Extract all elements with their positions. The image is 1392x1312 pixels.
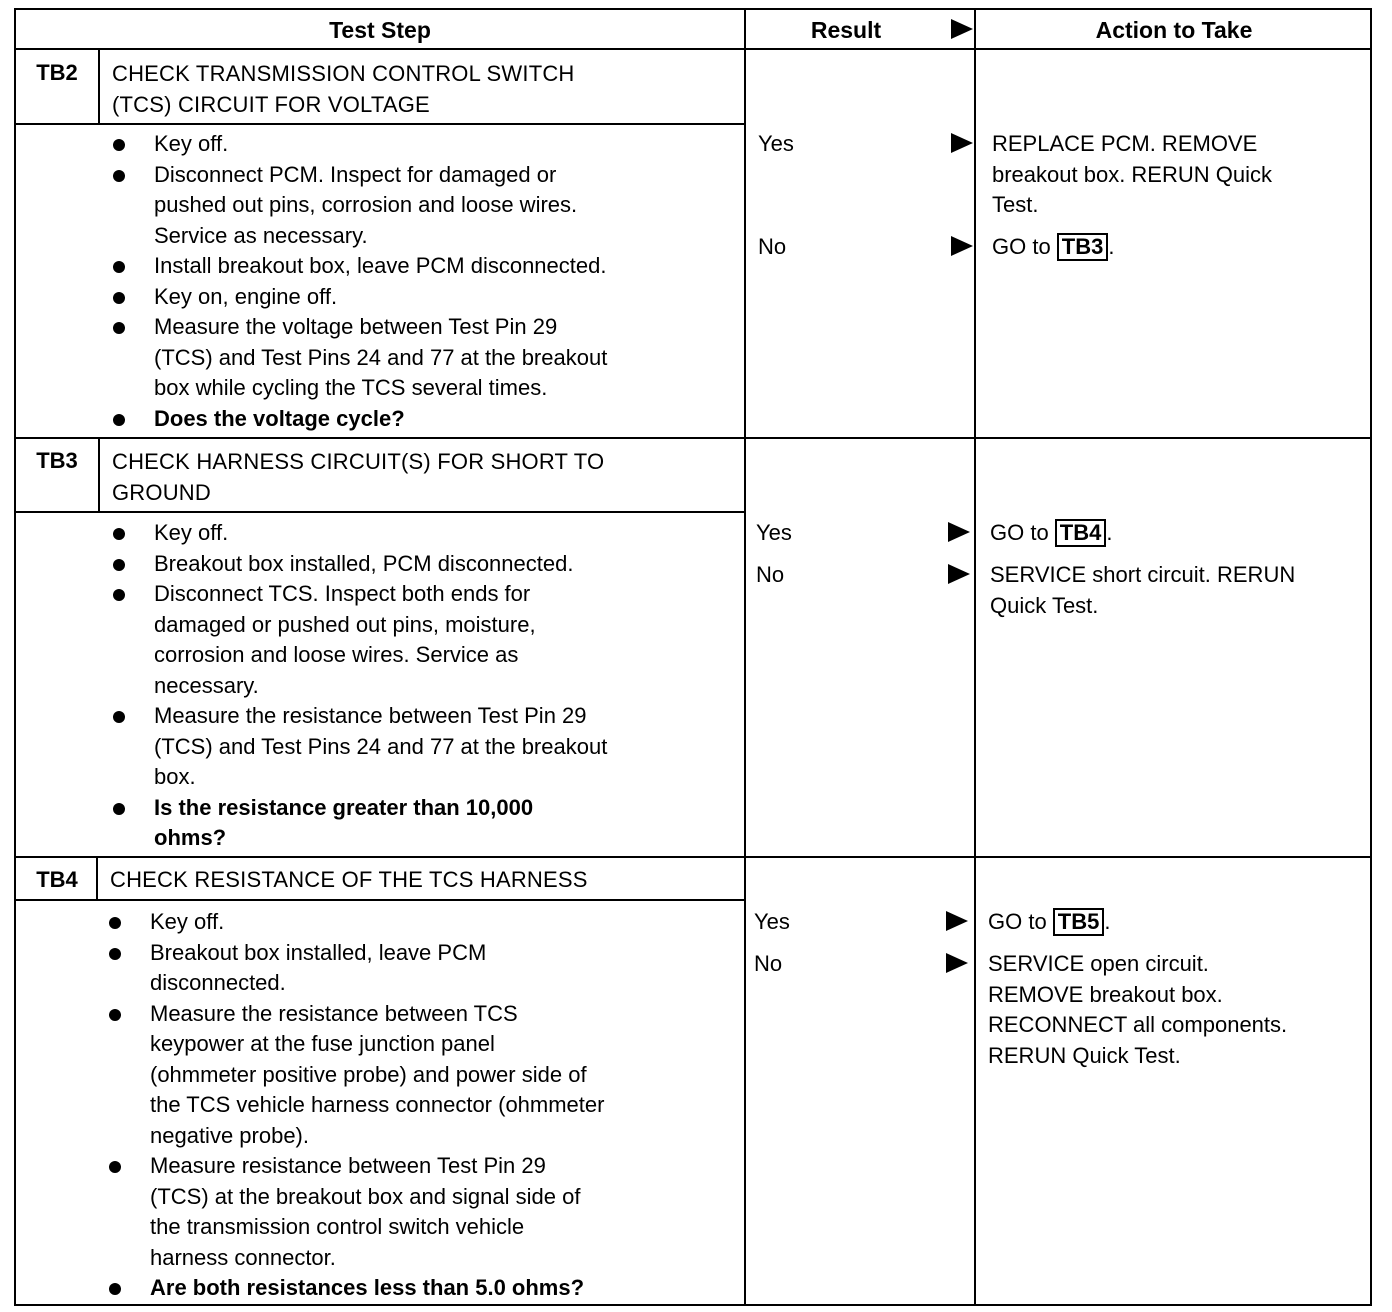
test-id: TB2: [36, 60, 78, 85]
title-divider: [16, 511, 744, 513]
step-item: Key off.: [112, 518, 687, 549]
header-divider: [16, 48, 1370, 50]
result-arrow-icon: [951, 236, 973, 256]
result-arrow-icon: [951, 133, 973, 153]
step-item: Key off.: [108, 907, 683, 938]
step-item: Measure the voltage between Test Pin 29 (TCS) and Test Pins 24 and 77 at the breakout box while cycling the TCS several times.: [112, 312, 687, 404]
step-question: Is the resistance greater than 10,000 ohms?: [112, 793, 687, 854]
action-no: SERVICE short circuit. RERUN Quick Test.: [990, 562, 1296, 618]
step-item: Breakout box installed, PCM disconnected.: [112, 549, 687, 580]
step-item: Key on, engine off.: [112, 282, 687, 313]
result-arrow-icon: [948, 522, 970, 542]
step-item: Install breakout box, leave PCM disconnected.: [112, 251, 687, 282]
test-id: TB4: [36, 867, 78, 892]
result-no: No: [756, 562, 785, 587]
step-item: Disconnect PCM. Inspect for damaged or pushed out pins, corrosion and loose wires. Service as necessary.: [112, 160, 687, 252]
step-list: [112, 518, 687, 854]
result-arrow-icon: [946, 953, 968, 973]
result-no: No: [758, 234, 787, 259]
test-ref-link[interactable]: TB3: [1057, 233, 1109, 261]
action-no: SERVICE open circuit. REMOVE breakout box. RECONNECT all components. RERUN Quick Test.: [988, 951, 1288, 1068]
test-title: CHECK TRANSMISSION CONTROL SWITCH (TCS) CIRCUIT FOR VOLTAGE: [112, 61, 575, 117]
step-item: Breakout box installed, leave PCM disconnected.: [108, 938, 683, 999]
title-divider: [16, 123, 744, 125]
test-id: TB3: [36, 448, 78, 473]
test-ref-link[interactable]: TB5: [1053, 908, 1105, 936]
column-divider-action: [974, 10, 976, 1304]
action-yes: REPLACE PCM. REMOVE breakout box. RERUN Quick Test.: [992, 131, 1272, 217]
header-arrow-icon: [951, 19, 973, 39]
result-no: No: [754, 951, 783, 976]
column-divider-result: [744, 10, 746, 1304]
result-yes: Yes: [754, 909, 790, 934]
id-divider: [98, 48, 100, 124]
header-result: Result: [810, 17, 882, 43]
step-list: [112, 129, 687, 434]
step-item: Measure the resistance between Test Pin 29 (TCS) and Test Pins 24 and 77 at the breakout box.: [112, 701, 687, 793]
test-title: CHECK RESISTANCE OF THE TCS HARNESS: [110, 867, 588, 892]
header-test-step: Test Step: [329, 17, 431, 43]
step-item: Measure resistance between Test Pin 29 (TCS) at the breakout box and signal side of the transmission control switch vehicle harness connector.: [108, 1151, 683, 1273]
action-yes: GO to TB5 .: [988, 909, 1111, 934]
id-divider: [98, 437, 100, 513]
id-divider: [96, 856, 98, 900]
action-yes: GO to TB4 .: [990, 520, 1113, 545]
title-divider: [16, 899, 744, 901]
row-divider: [16, 437, 1370, 439]
row-divider: [16, 856, 1370, 858]
step-item: Disconnect TCS. Inspect both ends for damaged or pushed out pins, moisture, corrosion and loose wires. Service as necessary.: [112, 579, 687, 701]
step-question: Are both resistances less than 5.0 ohms?: [108, 1273, 683, 1304]
action-no: GO to TB3 .: [992, 234, 1115, 259]
result-arrow-icon: [946, 911, 968, 931]
header-action: Action to Take: [1095, 17, 1253, 43]
test-ref-link[interactable]: TB4: [1055, 519, 1107, 547]
result-arrow-icon: [948, 564, 970, 584]
diagnostic-table: [14, 8, 1372, 1306]
step-item: Measure the resistance between TCS keypower at the fuse junction panel (ohmmeter positive probe) and power side of the TCS vehicle harness connector (ohmmeter negative probe).: [108, 999, 683, 1152]
test-title: CHECK HARNESS CIRCUIT(S) FOR SHORT TO GROUND: [112, 449, 605, 505]
result-yes: Yes: [758, 131, 794, 156]
result-yes: Yes: [756, 520, 792, 545]
step-item: Key off.: [112, 129, 687, 160]
step-question: Does the voltage cycle?: [112, 404, 687, 435]
step-list: [108, 907, 683, 1304]
